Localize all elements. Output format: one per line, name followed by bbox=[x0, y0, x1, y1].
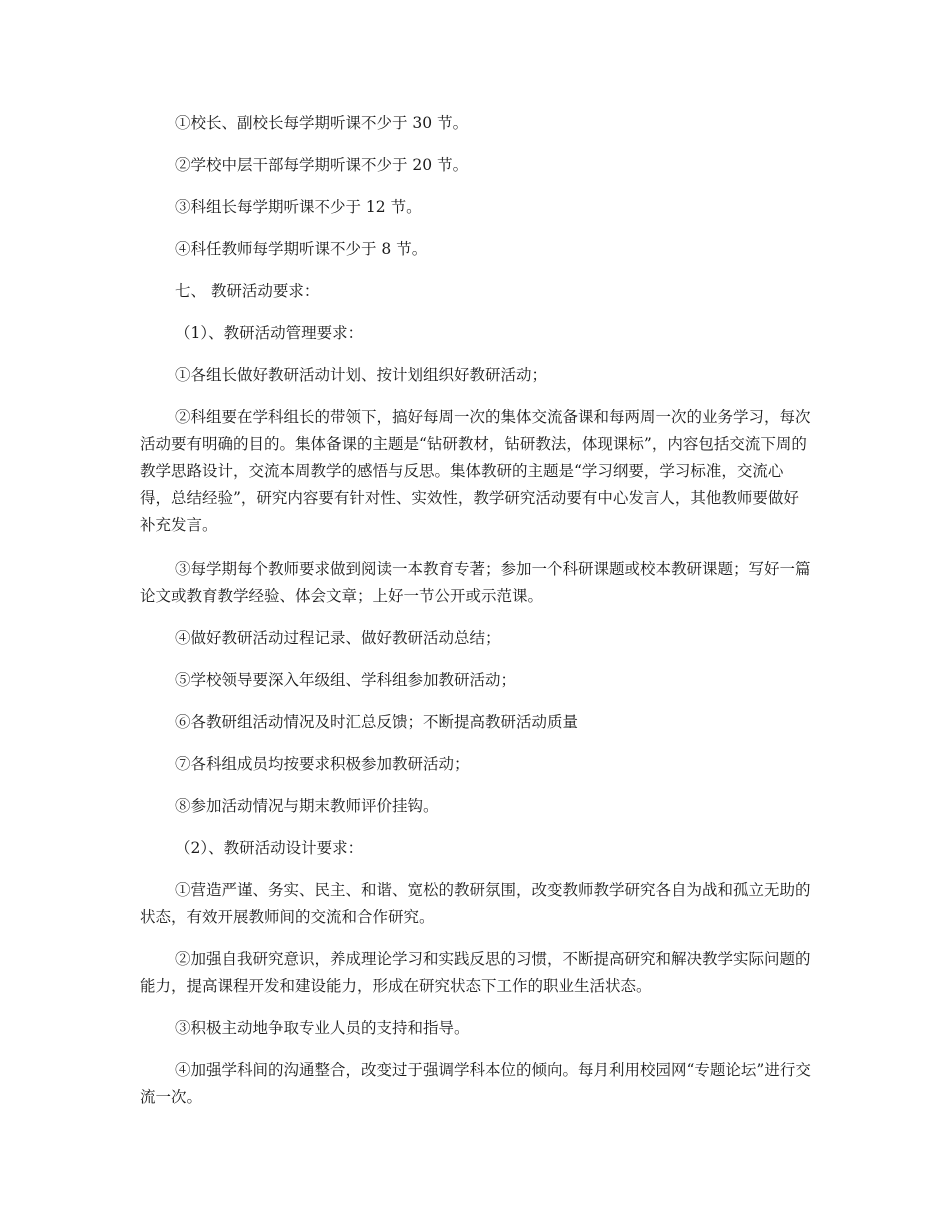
paragraph: ④科任教师每学期听课不少于 8 节。 bbox=[175, 240, 428, 258]
paragraph: ⑥各教研组活动情况及时汇总反馈；不断提高教研活动质量 bbox=[175, 713, 579, 731]
paragraph: ②科组要在学科组长的带领下，搞好每周一次的集体交流备课和每两周一次的业务学习，每次活动要有明确的目的。集体备课的主题是“钻研教材，钻研教法，体现课标”，内容包括交流下周的教学思路设计，交流本周教学的感悟与反思。集体教研的主题是“学习纲要，学习标准，交流心得，总结经验”，研究内容要有针对性、实效性，教学研究活动要有中心发言人，其他教师要做好补充发言。 bbox=[140, 408, 811, 534]
paragraph: ⑤学校领导要深入年级组、学科组参加教研活动； bbox=[175, 671, 517, 689]
paragraph: ③科组长每学期听课不少于 12 节。 bbox=[175, 198, 422, 216]
paragraph: ③积极主动地争取专业人员的支持和指导。 bbox=[175, 1019, 470, 1037]
subsection-heading: （2）、教研活动设计要求： bbox=[175, 839, 364, 857]
paragraph: ②学校中层干部每学期听课不少于 20 节。 bbox=[175, 156, 469, 174]
subsection-heading: （1）、教研活动管理要求： bbox=[175, 324, 364, 342]
paragraph: ④做好教研活动过程记录、做好教研活动总结； bbox=[175, 629, 501, 647]
paragraph: ④加强学科间的沟通整合，改变过于强调学科本位的倾向。每月利用校园网“专题论坛”进行交流一次。 bbox=[140, 1061, 811, 1106]
paragraph: ⑧参加活动情况与期末教师评价挂钩。 bbox=[175, 797, 439, 815]
paragraph: ③每学期每个教师要求做到阅读一本教育专著；参加一个科研课题或校本教研课题；写好一篇论文或教育教学经验、体会文章；上好一节公开或示范课。 bbox=[140, 560, 811, 605]
paragraph: ①营造严谨、务实、民主、和谐、宽松的教研氛围，改变教师教学研究各自为战和孤立无助的状态，有效开展教师间的交流和合作研究。 bbox=[140, 881, 811, 926]
paragraph: ⑦各科组成员均按要求积极参加教研活动； bbox=[175, 755, 470, 773]
paragraph: ②加强自我研究意识，养成理论学习和实践反思的习惯，不断提高研究和解决教学实际问题的能力，提高课程开发和建设能力，形成在研究状态下工作的职业生活状态。 bbox=[140, 950, 811, 995]
paragraph: ①校长、副校长每学期听课不少于 30 节。 bbox=[175, 114, 469, 132]
paragraph: ①各组长做好教研活动计划、按计划组织好教研活动； bbox=[175, 366, 548, 384]
section-heading: 七、 教研活动要求： bbox=[175, 282, 320, 300]
